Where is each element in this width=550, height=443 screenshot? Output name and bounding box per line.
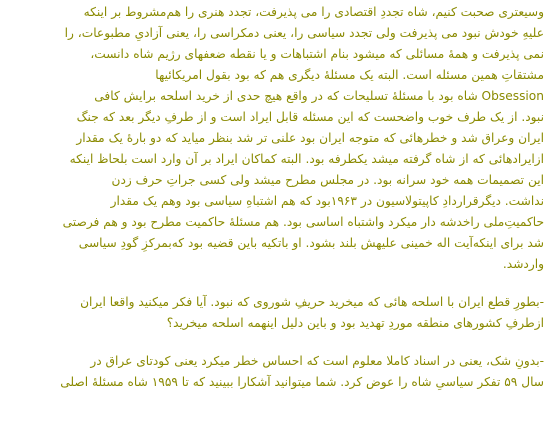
- text-line: Obsession شاه بود با مسئلهٔ تسلیحات که در واقع هیچ حدی از خرید اسلحه برایش کافی: [94, 89, 544, 103]
- text-line: نمی پذیرفت و همهٔ مسائلی که میشود بنام اشتباهات و یا نقطه ضعفهای رژیم شاه دانست،: [90, 47, 544, 61]
- text-line: ازایرادهائی که از شاه گرفته میشد یکطرفه بود. البته کماکان ایراد بر آن وارد است بلحاظ اینکه: [69, 152, 544, 166]
- text-line: حاکمیتِ‌ملی راخدشه دار میکرد واشتباه اساسی بود. هم مسئلهٔ حاکمیت مطرح بود و هم فرصتی: [62, 215, 544, 229]
- text-line: -بطورِ قطع ایران با اسلحه هائی که میخرید حریفِ شوروی که نبود. آیا فکر میکنید واقعا ایران: [80, 295, 544, 309]
- text-line: نبود. از یک طرف خوب واضحست که این مسئله قابل ایراد است و از طرفِ دیگر بعد که جنگ: [76, 110, 544, 124]
- paragraph-gap: [4, 275, 544, 292]
- text-line: شد برای اینکه‌آیت اله خمینی علیهش بلند بشود. او باتکیه باین قضیه بود که‌بمرکزِ گودِ سیاسی: [78, 236, 544, 250]
- text-line: ازطرفِ کشورهای منطقه موردِ تهدید بود و باین دلیل اینهمه اسلحه میخرید؟: [166, 316, 544, 330]
- text-line: مشتقاتِ همین مسئله است. البته یک مسئلهٔ دیگری هم که بود بقول امریکائیها: [155, 68, 544, 82]
- text-line: -بدونِ شک، یعنی در اسناد کاملا معلوم است که احساس خطر میکرد یعنی کودتای عراق در: [90, 354, 544, 368]
- paragraph-1: [4, 2, 544, 275]
- paragraph-gap: [4, 334, 544, 351]
- text-line: این تصمیمات همه خود سرانه بود. در مجلس مطرح میشد ولی کسی جراتِ حرف زدن: [111, 173, 544, 187]
- paragraph-2: [4, 292, 544, 334]
- text-line: سال ۵۹ تفکر سیاسیِ شاه را عوض کرد. شما میتوانید آشکارا ببینید که تا ۱۹۵۹ شاه مسئلهٔ اصلی: [60, 375, 544, 389]
- text-line: ایران وعراق شد و خطرهائی که متوجه ایران بود علنی تر شد بنظر میاید که دو بارهٔ یک مقدار: [76, 131, 544, 145]
- text-line: علیهِ خودش نبود می پذیرفت ولی تجدد سیاسی را، یعنی دمکراسی را، یعنی آزادیِ مطبوعات، را: [64, 26, 544, 40]
- paragraph-3: [4, 351, 544, 393]
- text-line: نداشت. دیگرقراردادِ کاپیتولاسیون در ۱۹۶۳بود که هم اشتباهِ سیاسی بود وهم یک مقدار: [110, 194, 544, 208]
- text-line: وسیعتری صحبت کنیم، شاه تجددِ اقتصادی را می پذیرفت، تجدد هنری را هم‌مشروط بر اینکه: [83, 5, 544, 19]
- text-line: واردشد.: [502, 257, 544, 271]
